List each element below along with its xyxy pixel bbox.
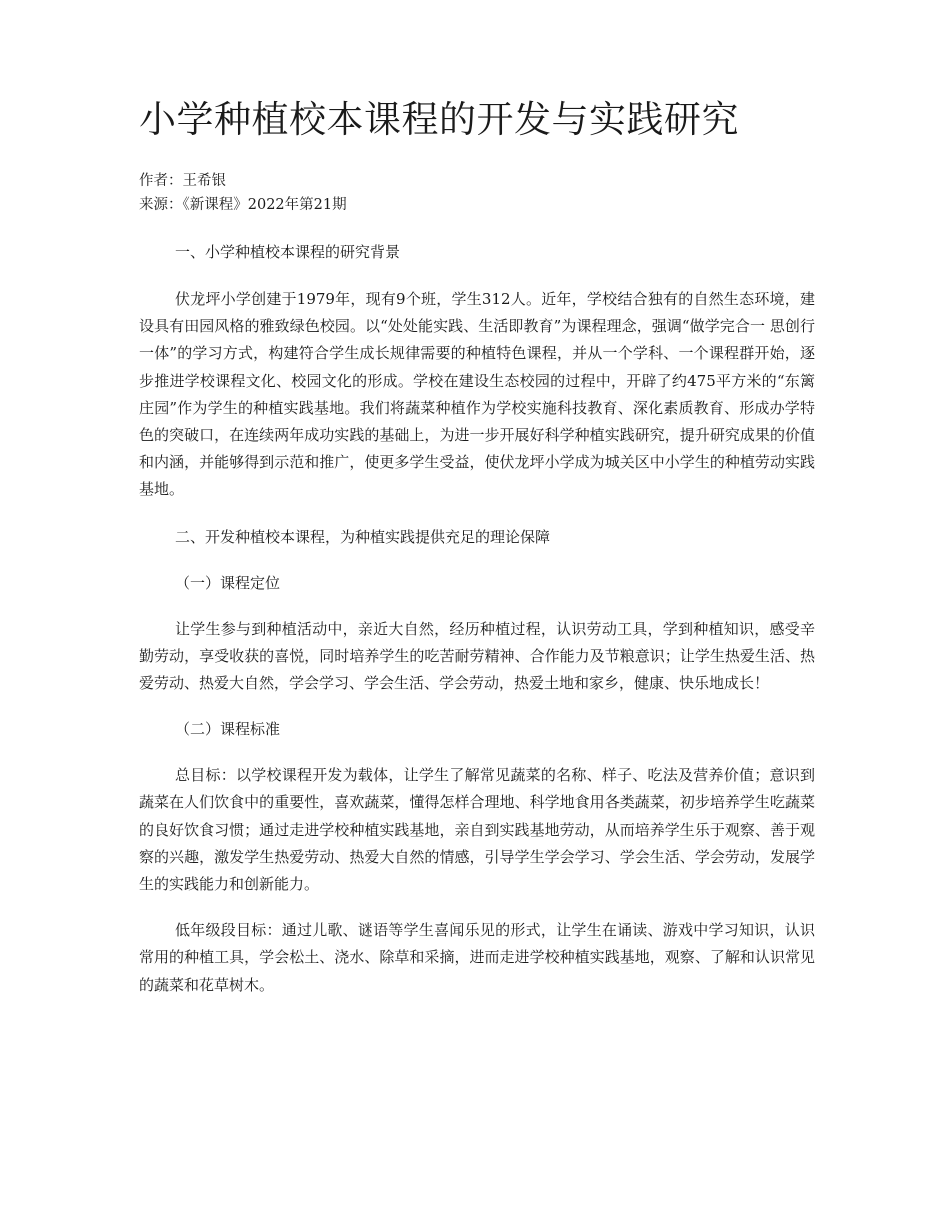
section-heading: 二、开发种植校本课程，为种植实践提供充足的理论保障	[175, 527, 551, 546]
subsection-heading: （一）课程定位	[175, 573, 281, 592]
article-title: 小学种植校本课程的开发与实践研究	[139, 98, 739, 141]
subsection-heading: （二）课程标准	[175, 720, 281, 739]
section-heading: 一、小学种植校本课程的研究背景	[175, 243, 401, 261]
author-line: 作者：王希银	[139, 173, 226, 189]
body-paragraph: 伏龙坪小学创建于1979年，现有9个班，学生312人。近年，学校结合独有的自然生态环境，建设具有田园风格的雅致绿色校园。以“处处能实践、生活即教育”为课程理念，强调“做学完合一 思创行一体”的学习方式，构建符合学生成长规律需要的种植特色课程，并从一个学科、一个课程群开始，逐步推进学校课程文化、校园文化的形成。学校在建设生态校园的过程中，开辟了约475平方米的“东篱庄园”作为学生的种植实践基地。我们将蔬菜种植作为学校实施科技教育、深化素质教育、形成办学特色的突破口，在连续两年成功实践的基础上，为进一步开展好科学种植实践研究，提升研究成果的价值和内涵，并能够得到示范和推广，使更多学生受益，使伏龙坪小学成为城关区中小学生的种植劳动实践基地。	[139, 290, 815, 499]
body-paragraph: 总目标：以学校课程开发为载体，让学生了解常见蔬菜的名称、样子、吃法及营养价值；意识到蔬菜在人们饮食中的重要性，喜欢蔬菜，懂得怎样合理地、科学地食用各类蔬菜，初步培养学生吃蔬菜的良好饮食习惯；通过走进学校种植实践基地，亲自到实践基地劳动，从而培养学生乐于观察、善于观察的兴趣，激发学生热爱劳动、热爱大自然的情感，引导学生学会学习、学会生活、学会劳动，发展学生的实践能力和创新能力。	[139, 766, 815, 894]
article-meta	[139, 169, 815, 217]
body-paragraph: 让学生参与到种植活动中，亲近大自然，经历种植过程，认识劳动工具，学到种植知识，感受辛勤劳动，享受收获的喜悦，同时培养学生的吃苦耐劳精神、合作能力及节粮意识；让学生热爱生活、热爱劳动、热爱大自然，学会学习、学会生活、学会劳动，热爱土地和家乡，健康、快乐地成长！	[139, 619, 815, 693]
source-line: 来源：《新课程》2022年第21期	[139, 197, 347, 213]
article	[139, 92, 815, 999]
body-paragraph: 低年级段目标：通过儿歌、谜语等学生喜闻乐见的形式，让学生在诵读、游戏中学习知识，认识常用的种植工具，学会松土、浇水、除草和采摘，进而走进学校种植实践基地，观察、了解和认识常见的蔬菜和花草树木。	[139, 921, 815, 994]
